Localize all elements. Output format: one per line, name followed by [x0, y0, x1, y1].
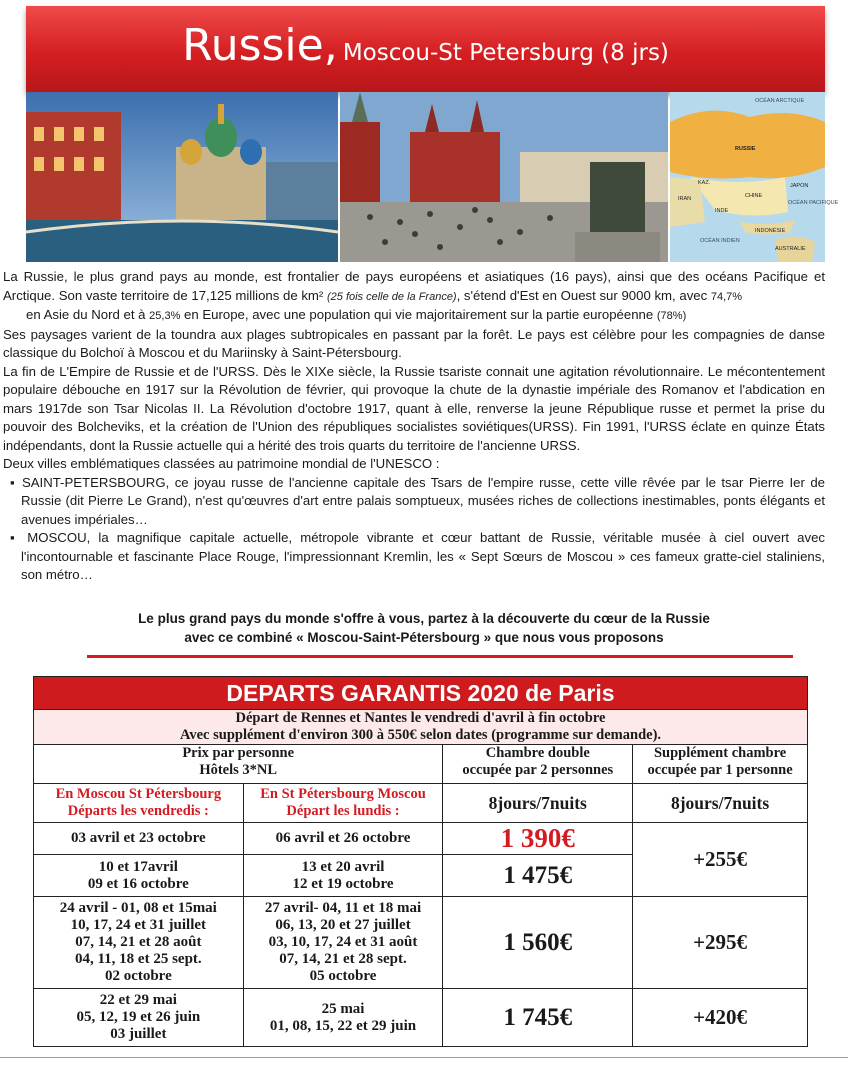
col-single-header: Supplément chambre occupée par 1 personne: [633, 745, 808, 784]
route-moscou-stp: En Moscou St Pétersbourg Départs les vendredis :: [34, 784, 244, 823]
bottom-rule: [0, 1057, 848, 1058]
map-label-china: CHINE: [745, 193, 763, 199]
map-label-india: INDE: [715, 208, 729, 214]
price-cell: 1 745€: [443, 989, 633, 1047]
duration-double: 8jours/7nuits: [443, 784, 633, 823]
photo-church-spilled-blood: [26, 92, 338, 262]
table-row: [34, 897, 808, 989]
dates-route-a: 10 et 17avril 09 et 16 octobre: [34, 855, 244, 897]
supplement-cell: +420€: [633, 989, 808, 1047]
table-subheader: Départ de Rennes et Nantes le vendredi d'avril à fin octobre Avec supplément d'environ 300 à 550€ selon dates (programme sur demande).: [34, 710, 808, 745]
tagline-line-1: Le plus grand pays du monde s'offre à vous, partez à la découverte du cœur de la Russie: [138, 611, 710, 626]
photo-red-square: [340, 92, 668, 262]
bullet-moscou: ▪ MOSCOU, la magnifique capitale actuelle, métropole vibrante et cœur battant de Russie, véritable musée à ciel ouvert avec l'incontournable et fascinante Place Rouge, l'impressionnant Kremlin, les « Sept Sœurs de Moscou » ces fameux gratte-ciel staliniens, son métro…: [10, 530, 825, 582]
bullet-icon: ▪: [10, 474, 17, 490]
col-double-header: Chambre double occupée par 2 personnes: [443, 745, 633, 784]
dates-route-a: 03 avril et 23 octobre: [34, 823, 244, 855]
divider: [87, 655, 793, 658]
dates-route-b: 06 avril et 26 octobre: [243, 823, 443, 855]
title-banner: [26, 6, 825, 92]
map-label-japan: JAPON: [790, 183, 809, 189]
area-note: (25 fois celle de la France): [326, 290, 457, 303]
dates-route-a: 22 et 29 mai 05, 12, 19 et 26 juin 03 juillet: [34, 989, 244, 1047]
tagline-line-2: avec ce combiné « Moscou-Saint-Pétersbourg » que nous vous proposons: [184, 630, 664, 645]
price-cell: 1 560€: [443, 897, 633, 989]
bullet-saint-petersbourg: ▪ SAINT-PETERSBOURG, ce joyau russe de l'ancienne capitale des Tsars de l'empire russe, cette ville rêvée par le tsar Pierre Ier de Russie (dit Pierre Le Grand), n'est qu'œuvres d'art entre palais somptueux, musées riches de collections inestimables, ponts élégants et avenues impériales…: [10, 474, 825, 527]
map-label-kaz: KAZ.: [698, 180, 711, 186]
route-stp-moscou: En St Pétersbourg Moscou Départ les lundis :: [243, 784, 443, 823]
page-title: [26, 20, 825, 71]
dates-route-b: 25 mai 01, 08, 15, 22 et 29 juin: [243, 989, 443, 1047]
map-label-indonesia: INDONÉSIE: [755, 228, 786, 234]
photo-strip: [26, 92, 839, 262]
duration-single: 8jours/7nuits: [633, 784, 808, 823]
col-price-header: Prix par personne Hôtels 3*NL: [34, 745, 443, 784]
intro-paragraph-4: Deux villes emblématiques classées au patrimoine mondial de l'UNESCO :: [3, 456, 440, 471]
intro-paragraph-1-cont: en Asie du Nord et à 25,3% en Europe, avec une population qui vie majoritairement sur la partie européenne (78%): [26, 307, 687, 322]
dates-route-a: 24 avril - 01, 08 et 15mai 10, 17, 24 et 31 juillet 07, 14, 21 et 28 août 04, 11, 18 et 25 sept. 02 octobre: [34, 897, 244, 989]
title-sub: Moscou-St Petersburg (8 jrs): [342, 40, 669, 66]
map-label-indian-ocean: OCÉAN INDIEN: [700, 238, 740, 244]
tagline: [0, 609, 848, 647]
departures-table: [33, 676, 808, 1047]
intro-paragraph-1: La Russie, le plus grand pays au monde, est frontalier de pays européens et asiatiques (16 pays), ainsi que des océans Pacifique et Arctique. Son vaste territoire de 17,125 millions de km² (25 fois celle de la France), s'étend d'Est en Ouest sur 9000 km, avec 74,7%: [3, 269, 825, 303]
table-row: [34, 823, 808, 855]
map-label-australia: AUSTRALIE: [775, 246, 806, 252]
table-row: [34, 989, 808, 1047]
table-header: DEPARTS GARANTIS 2020 de Paris: [34, 677, 808, 710]
dates-route-b: 13 et 20 avril 12 et 19 octobre: [243, 855, 443, 897]
supplement-cell: +295€: [633, 897, 808, 989]
intro-text: [3, 268, 825, 585]
map-label-iran: IRAN: [678, 196, 692, 202]
supplement-cell: +255€: [633, 823, 808, 897]
intro-paragraph-2: Ses paysages varient de la toundra aux plages subtropicales en passant par la forêt. Le pays est célèbre pour les compagnies de danse classique du Bolchoï à Moscou et du Mariinsky à Saint-Pétersbourg.: [3, 326, 825, 360]
dates-route-b: 27 avril- 04, 11 et 18 mai 06, 13, 20 et 27 juillet 03, 10, 17, 24 et 31 août 07, 14, 21 et 28 sept. 05 octobre: [243, 897, 443, 989]
map-label-russia: RUSSIE: [735, 146, 756, 152]
title-main: Russie,: [182, 20, 338, 71]
intro-paragraph-3: La fin de L'Empire de Russie et de l'URSS. Dès le XIXe siècle, la Russie tsariste connait une agitation révolutionnaire. Le mécontentement populaire débouche en 1917 sur la Révolution de février, qui provoque la chute de la dynastie impériale des Romanov et l'abdication en mars 1917de son Tsar Nicolas II. La Révolution d'octobre 1917, quant à elle, renverse la jeune République russe et permet la prise du pouvoir des Bolcheviks, et la création de l'Union des républiques socialistes soviétiques(URSS). Fin 1991, l'URSS éclate en quinze États indépendants, dont la Russie actuelle qui a hérité des trois quarts du territoire de l'ancienne URSS.: [3, 363, 825, 453]
price-cell: 1 390€: [443, 823, 633, 855]
bullet-icon: ▪: [10, 530, 20, 545]
price-cell: 1 475€: [443, 855, 633, 897]
map-label-pacific: OCÉAN PACIFIQUE: [788, 200, 839, 206]
map-russia: [670, 92, 839, 262]
map-label-arctic: OCÉAN ARCTIQUE: [755, 98, 805, 104]
